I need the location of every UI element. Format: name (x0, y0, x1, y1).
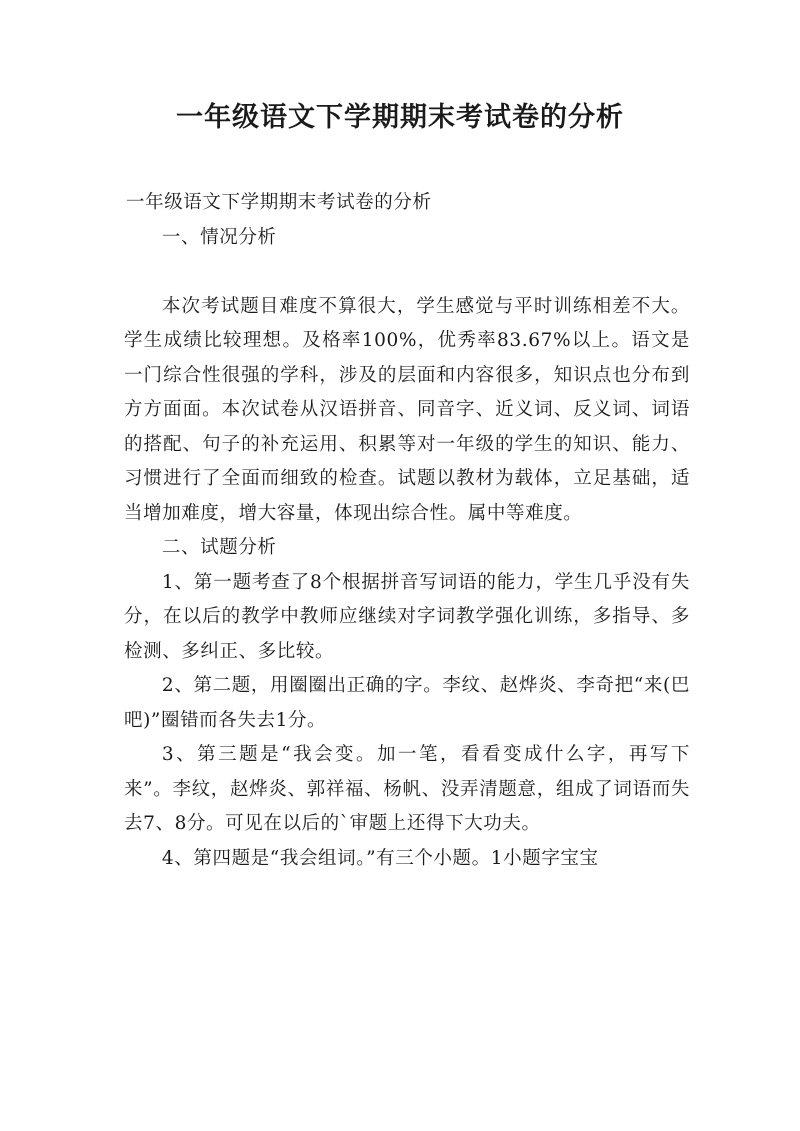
analysis-item-2: 2、第二题，用圈圈出正确的字。李纹、赵烨炎、李奇把“来(巴吧)”圈错而各失去1分。 (124, 675, 690, 731)
document-body (124, 186, 690, 876)
analysis-item-3: 3、第三题是“我会变。加一笔，看看变成什么字，再写下来”。李纹，赵烨炎、郭祥福、杨帆、没弄清题意，组成了词语而失去7、8分。可见在以后的`审题上还得下大功夫。 (124, 744, 690, 834)
analysis-item-1: 1、第一题考查了8个根据拼音写词语的能力，学生几乎没有失分，在以后的教学中教师应继续对字词教学强化训练，多指导、多检测、多纠正、多比较。 (124, 571, 690, 662)
document-title: 一年级语文下学期期末考试卷的分析 (176, 102, 624, 133)
analysis-item-4: 4、第四题是“我会组词。”有三个小题。1小题字宝宝 (161, 847, 599, 869)
paragraph-situation: 本次考试题目难度不算很大，学生感觉与平时训练相差不大。学生成绩比较理想。及格率100%，优秀率83.67%以上。语文是一门综合性很强的学科，涉及的层面和内容很多，知识点也分布到方方面面。本次试卷从汉语拼音、同音字、近义词、反义词、词语的搭配、句子的补充运用、积累等对一年级的学生的知识、能力、习惯进行了全面而细致的检查。试题以教材为载体，立足基础，适当增加难度，增大容量，体现出综合性。属中等难度。 (124, 295, 690, 524)
section-heading-situation: 一、情况分析 (161, 226, 277, 248)
blank-line (124, 255, 690, 290)
section-heading-question-analysis: 二、试题分析 (161, 537, 277, 558)
document-subtitle: 一年级语文下学期期末考试卷的分析 (126, 192, 432, 213)
